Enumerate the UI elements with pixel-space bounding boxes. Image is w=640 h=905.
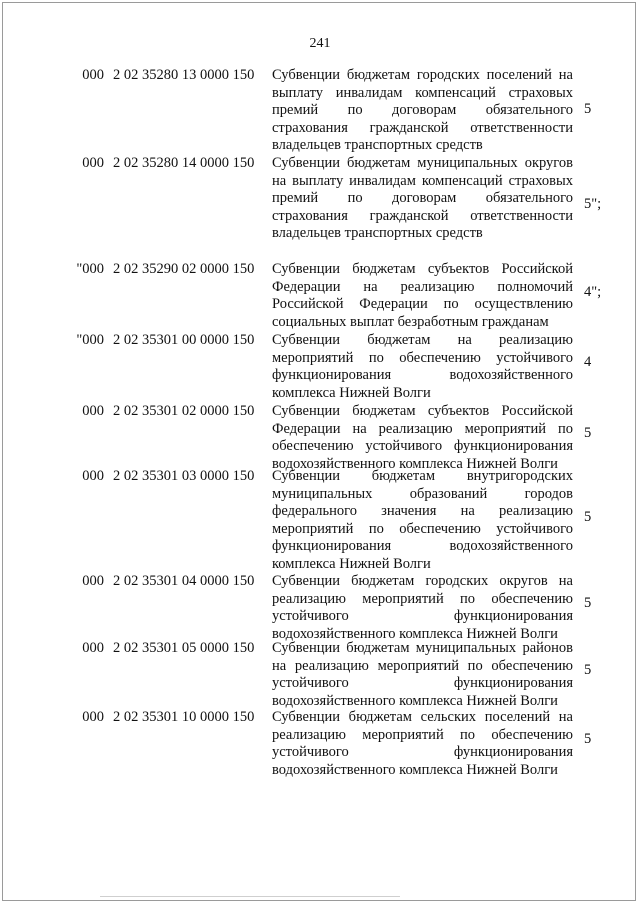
row-value: 5";	[584, 196, 602, 212]
row-prefix: "000	[76, 332, 104, 348]
row-description: Субвенции бюджетам субъектов Российской Федерации на реализацию полномочий Российской Федерации по осуществлению социальных выплат безработным гражданам	[272, 261, 573, 330]
row-description: Субвенции бюджетам сельских поселений на реализацию мероприятий по обеспечению устойчивого функционирования водохозяйственного комплекса Нижней Волги	[272, 709, 573, 778]
row-value: 5	[584, 509, 592, 525]
row-prefix: 000	[82, 573, 104, 589]
row-description: Субвенции бюджетам муниципальных районов на реализацию мероприятий по обеспечению устойчивого функционирования водохозяйственного комплекса Нижней Волги	[272, 640, 573, 709]
row-description: Субвенции бюджетам субъектов Российской Федерации на реализацию мероприятий по обеспечению устойчивого функционирования водохозяйственного комплекса Нижней Волги	[272, 403, 573, 472]
row-description: Субвенции бюджетам внутригородских муниципальных образований городов федерального значения на реализацию мероприятий по обеспечению устойчивого функционирования водохозяйственного комплекса Нижней Волги	[272, 468, 573, 572]
row-prefix: 000	[82, 155, 104, 171]
row-code: 2 02 35280 13 0000 150	[113, 67, 255, 83]
row-code: 2 02 35301 05 0000 150	[113, 640, 255, 656]
row-prefix: "000	[76, 261, 104, 277]
row-code: 2 02 35301 00 0000 150	[113, 332, 255, 348]
row-value: 5	[584, 595, 592, 611]
row-description: Субвенции бюджетам городских поселений на выплату инвалидам компенсаций страховых премий по договорам обязательного страхования гражданской ответственности владельцев транспортных средств	[272, 67, 573, 154]
row-value: 5	[584, 425, 592, 441]
row-prefix: 000	[82, 403, 104, 419]
row-value: 5	[584, 731, 592, 747]
row-code: 2 02 35301 02 0000 150	[113, 403, 255, 419]
row-code: 2 02 35290 02 0000 150	[113, 261, 255, 277]
row-description: Субвенции бюджетам муниципальных округов на выплату инвалидам компенсаций страховых премий по договорам обязательного страхования гражданской ответственности владельцев транспортных средств	[272, 155, 573, 242]
row-prefix: 000	[82, 709, 104, 725]
row-code: 2 02 35301 03 0000 150	[113, 468, 255, 484]
row-prefix: 000	[82, 67, 104, 83]
row-value: 5	[584, 101, 592, 117]
row-value: 5	[584, 662, 592, 678]
row-value: 4";	[584, 284, 602, 300]
page-number: 241	[309, 36, 331, 51]
row-description: Субвенции бюджетам на реализацию мероприятий по обеспечению устойчивого функционирования водохозяйственного комплекса Нижней Волги	[272, 332, 573, 401]
row-code: 2 02 35301 04 0000 150	[113, 573, 255, 589]
row-prefix: 000	[82, 640, 104, 656]
row-value: 4	[584, 354, 592, 370]
scan-edge-line	[100, 896, 400, 897]
row-code: 2 02 35280 14 0000 150	[113, 155, 255, 171]
row-prefix: 000	[82, 468, 104, 484]
row-description: Субвенции бюджетам городских округов на реализацию мероприятий по обеспечению устойчивого функционирования водохозяйственного комплекса Нижней Волги	[272, 573, 573, 642]
row-code: 2 02 35301 10 0000 150	[113, 709, 255, 725]
